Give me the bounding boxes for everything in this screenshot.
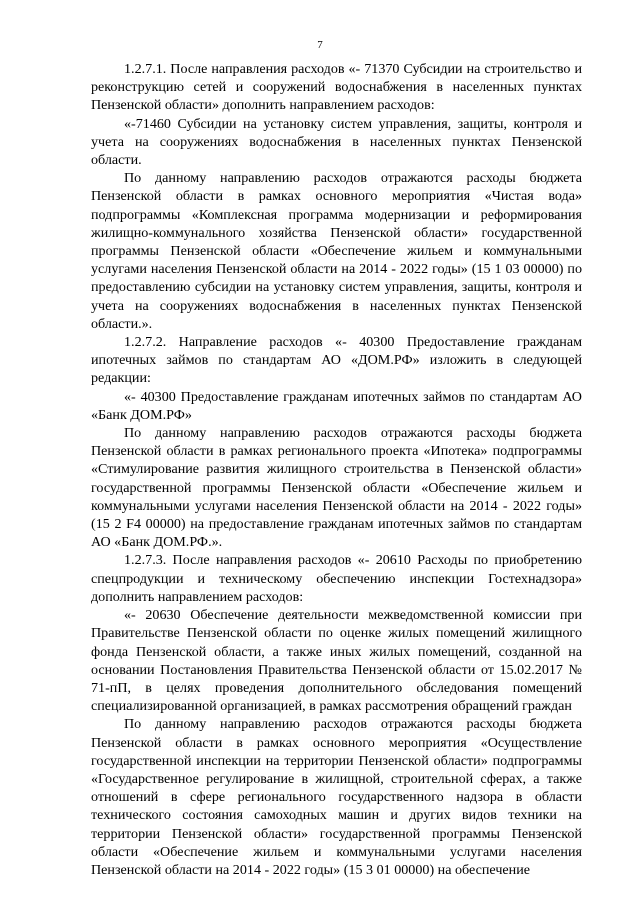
paragraph-20630: «- 20630 Обеспечение деятельности межведомственной комиссии при Правительстве Пензенской области по оценке жилых помещений жилищного фонда Пензенской области, а также иных жилых помещений, созданной на основании Постановления Правительства Пензенской области от 15.02.2017 № 71-пП, в целях проведения дополнительного обследования помещений специализированной организацией, в рамках рассмотрения обращений граждан	[91, 607, 582, 715]
paragraph-40300: «- 40300 Предоставление гражданам ипотечных займов по стандартам АО «Банк ДОМ.РФ»	[91, 388, 582, 423]
paragraph-20630-description: По данному направлению расходов отражаются расходы бюджета Пензенской области в рамках основного мероприятия «Осуществление государственной инспекции на территории Пензенской области» подпрограммы «Государственное регулирование в жилищной, строительной сферах, а также отношений в сфере регионального государственного надзора в области технического состояния самоходных машин и других видов техники на территории Пензенской области» государственной программы Пензенской области «Обеспечение жильем и коммунальными услугами населения Пензенской области на 2014 - 2022 годы» (15 3 01 00000) на обеспечение	[91, 716, 582, 878]
paragraph-1-2-7-2: 1.2.7.2. Направление расходов «- 40300 Предоставление гражданам ипотечных займов по стандартам АО «ДОМ.РФ» изложить в следующей редакции:	[91, 334, 582, 387]
paragraph-1-2-7-1: 1.2.7.1. После направления расходов «- 71370 Субсидии на строительство и реконструкцию сетей и сооружений водоснабжения в населенных пунктах Пензенской области» дополнить направлением расходов:	[91, 61, 582, 114]
document-body	[91, 60, 582, 879]
paragraph-71460-description: По данному направлению расходов отражаются расходы бюджета Пензенской области в рамках основного мероприятия «Чистая вода» подпрограммы «Комплексная программа модернизации и реформирования жилищно-коммунального хозяйства Пензенской области» государственной программы Пензенской области «Обеспечение жильем и коммунальными услугами населения Пензенской области на 2014 - 2022 годы» (15 1 03 00000) по предоставлению субсидии на установку систем управления, защиты, контроля и учета на сооружениях водоснабжения в населенных пунктах Пензенской области.».	[91, 170, 582, 332]
page-number: 7	[317, 39, 323, 51]
paragraph-40300-description: По данному направлению расходов отражаются расходы бюджета Пензенской области в рамках регионального проекта «Ипотека» подпрограммы «Стимулирование развития жилищного строительства в Пензенской области» государственной программы Пензенской области «Обеспечение жильем и коммунальными услугами населения Пензенской области на 2014 - 2022 годы» (15 2 F4 00000) на предоставление гражданам ипотечных займов по стандартам АО «Банк ДОМ.РФ.».	[91, 425, 582, 551]
paragraph-71460: «-71460 Субсидии на установку систем управления, защиты, контроля и учета на сооружениях водоснабжения в населенных пунктах Пензенской области.	[91, 115, 582, 169]
paragraph-1-2-7-3: 1.2.7.3. После направления расходов «- 20610 Расходы по приобретению спецпродукции и техническому обеспечению инспекции Гостехнадзора» дополнить направлением расходов:	[91, 552, 582, 605]
